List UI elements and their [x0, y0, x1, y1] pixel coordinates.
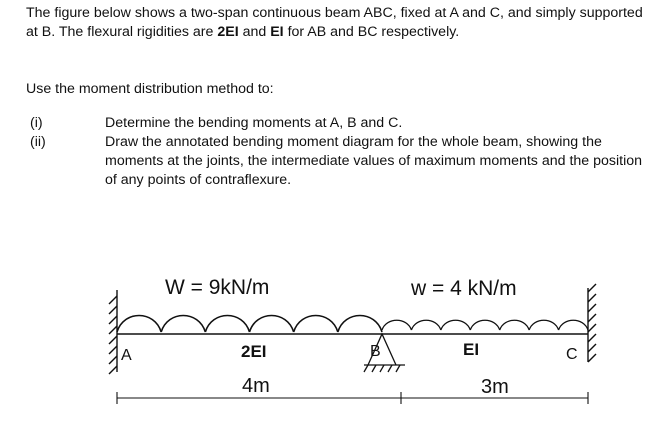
udl-arc [559, 320, 588, 330]
udl-bc-arcs [382, 320, 588, 330]
udl-arc [500, 320, 529, 330]
support-b-label: B [370, 343, 381, 360]
udl-arc [441, 320, 470, 330]
rigidity-bc-bold: EI [270, 24, 284, 40]
load-ab-label: W = 9kN/m [165, 276, 270, 299]
udl-arc [529, 320, 558, 330]
load-bc-label: w = 4 kN/m [411, 277, 517, 300]
rigidity-ab-bold: 2EI [217, 24, 239, 40]
intro-text-end: for AB and BC respectively. [283, 24, 460, 40]
span-ab-label: 4m [242, 375, 270, 397]
support-c-label: C [566, 346, 578, 363]
intro-text: The figure below shows a two-span continuous beam ABC, fixed at A and C, and simply supported at B. The flexural rigidities are [26, 5, 643, 40]
udl-arc [294, 316, 338, 333]
task-item-text: Draw the annotated bending moment diagram for the whole beam, showing the moments at the joints, the intermediate values of maximum moments and the position of any points of contraflexure. [105, 134, 643, 188]
and-text: and [238, 24, 271, 40]
instruction-text: Use the moment distribution method to: [26, 81, 274, 97]
rigidity-bc-label: EI [463, 340, 480, 359]
dimension-line [117, 392, 588, 404]
udl-arc [411, 320, 440, 330]
udl-arc [382, 320, 411, 330]
udl-arc [250, 316, 294, 333]
task-item-text: Determine the bending moments at A, B and C. [105, 115, 403, 131]
rigidity-ab-label: 2EI [241, 342, 267, 361]
task-item-number: (ii) [30, 134, 46, 150]
udl-arc [470, 320, 499, 330]
udl-arc [205, 316, 249, 333]
support-a-label: A [121, 347, 132, 364]
span-bc-label: 3m [481, 376, 509, 398]
fixed-support-c [588, 284, 596, 362]
fixed-support-a [109, 290, 117, 374]
udl-arc [161, 316, 205, 333]
udl-ab-arcs [117, 316, 382, 333]
udl-arc [117, 316, 161, 333]
udl-arc [338, 316, 382, 333]
task-item-number: (i) [30, 115, 43, 131]
